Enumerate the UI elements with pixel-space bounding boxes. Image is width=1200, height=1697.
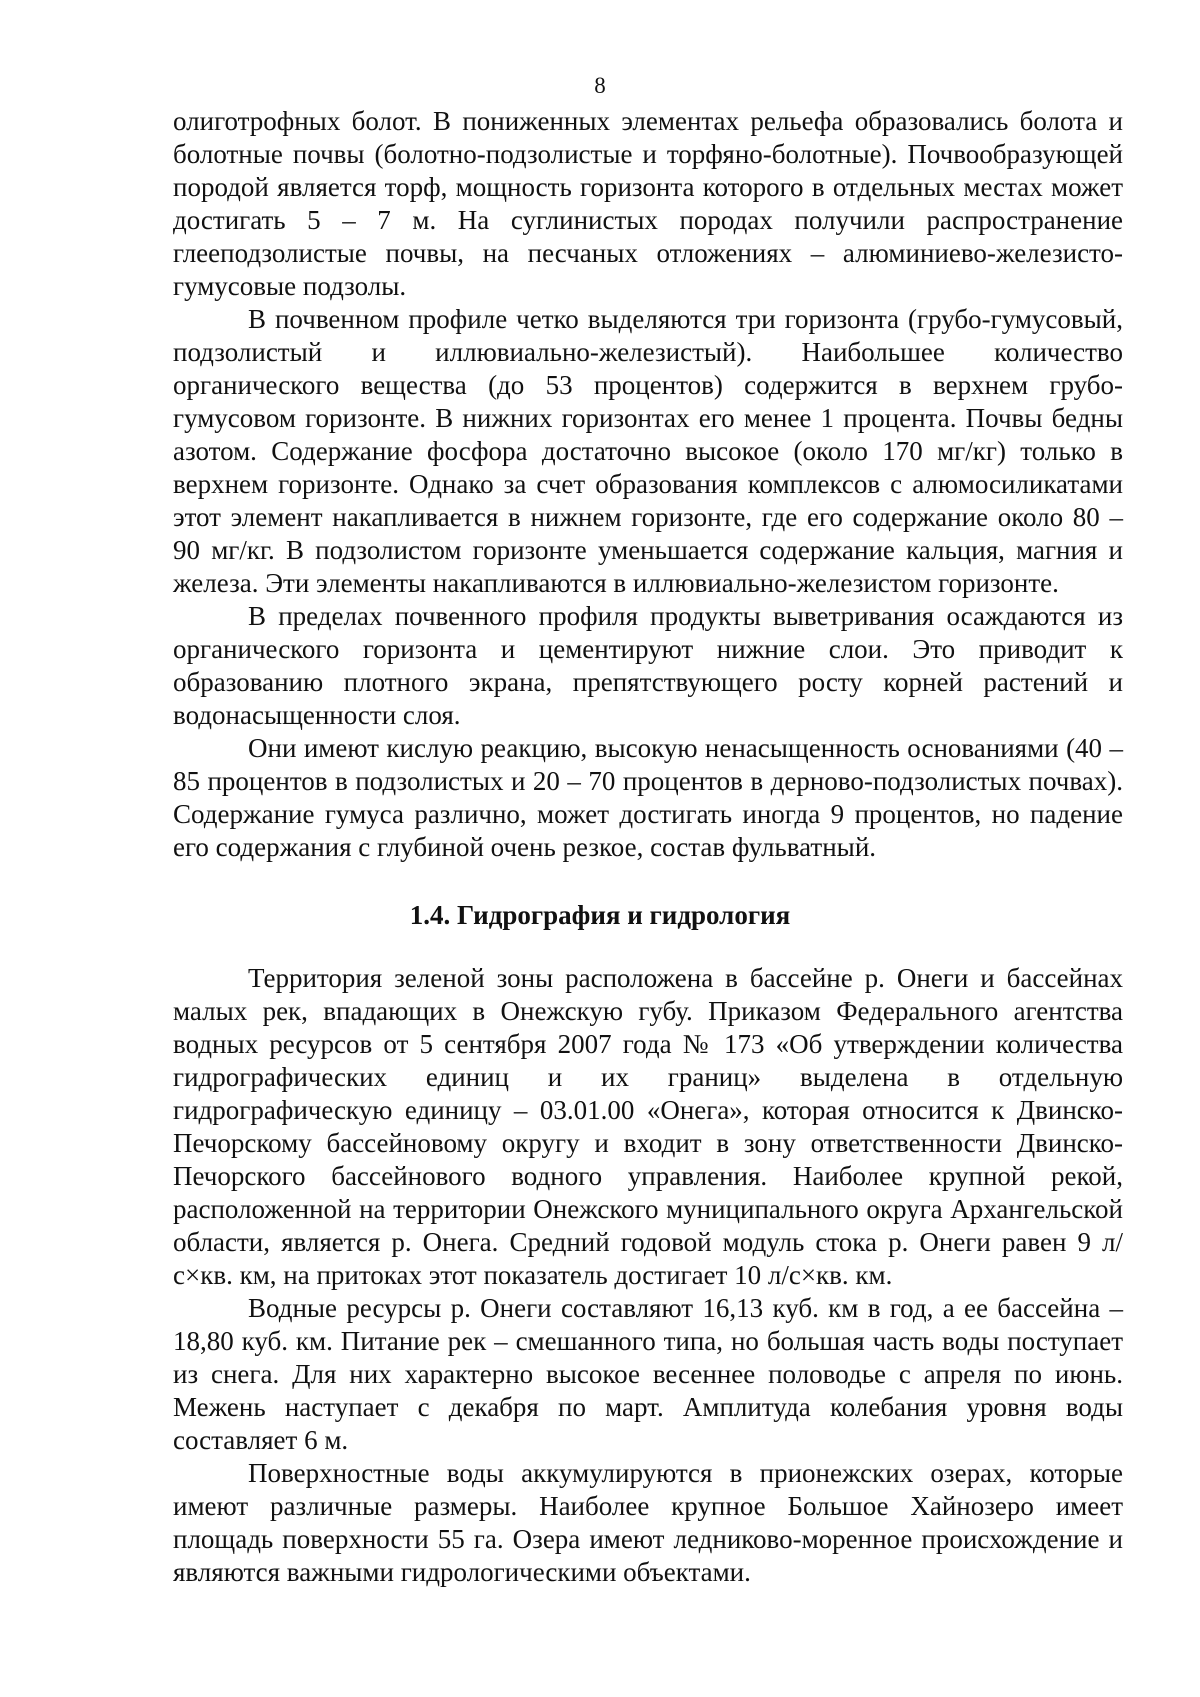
paragraph-water-resources: Водные ресурсы р. Онеги составляют 16,13 куб. км в год, а ее бассейна – 18,80 куб. км. Питание рек – смешанного типа, но большая часть воды поступает из снега. Для них характерно высокое весеннее половодье с апреля по июнь. Межень наступает с декабря по март. Амплитуда колебания уровня воды составляет 6 м. [173,1293,1123,1455]
paragraph-bogs: олиготрофных болот. В пониженных элементах рельефа образовались болота и болотные почвы (болотно-подзолистые и торфяно-болотные). Почвообразующей породой является торф, мощность горизонта которого в отдельных местах может достигать 5 – 7 м. На суглинистых породах получили распространение глееподзолистые почвы, на песчаных отложениях – алюминиево-железисто-гумусовые подзолы. [173,106,1123,301]
paragraph-weathering: В пределах почвенного профиля продукты выветривания осаждаются из органического горизонта и цементируют нижние слои. Это приводит к образованию плотного экрана, препятствующего росту корней растений и водонасыщенности слоя. [173,601,1123,730]
page-number: 8 [594,73,606,98]
soil-text-section [173,105,1123,864]
paragraph-territory: Территория зеленой зоны расположена в бассейне р. Онеги и бассейнах малых рек, впадающих в Онежскую губу. Приказом Федерального агентства водных ресурсов от 5 сентября 2007 года № 173 «Об утверждении количества гидрографических единиц и их границ» выделена в отдельную гидрографическую единицу – 03.01.00 «Онега», которая относится к Двинско-Печорскому бассейновому округу и входит в зону ответственности Двинско-Печорского бассейнового водного управления. Наиболее крупной рекой, расположенной на территории Онежского муниципального округа Архангельской области, является р. Онега. Средний годовой модуль стока р. Онеги равен 9 л/с×кв. км, на притоках этот показатель достигает 10 л/с×кв. км. [173,963,1123,1290]
paragraph-acidity: Они имеют кислую реакцию, высокую ненасыщенность основаниями (40 – 85 процентов в подзолистых и 20 – 70 процентов в дерново-подзолистых почвах). Содержание гумуса различно, может достигать иногда 9 процентов, но падение его содержания с глубиной очень резкое, состав фульватный. [173,733,1123,862]
hydrography-text-section [173,962,1123,1589]
section-heading: 1.4. Гидрография и гидрология [409,900,791,930]
paragraph-soil-profile: В почвенном профиле четко выделяются три горизонта (грубо-гумусовый, подзолистый и иллювиально-железистый). Наибольшее количество органического вещества (до 53 процентов) содержится в верхнем грубо-гумусовом горизонте. В нижних горизонтах его менее 1 процента. Почвы бедны азотом. Содержание фосфора достаточно высокое (около 170 мг/кг) только в верхнем горизонте. Однако за счет образования комплексов с алюмосиликатами этот элемент накапливается в нижнем горизонте, где его содержание около 80 – 90 мг/кг. В подзолистом горизонте уменьшается содержание кальция, магния и железа. Эти элементы накапливаются в иллювиально-железистом горизонте. [173,304,1123,598]
paragraph-lakes: Поверхностные воды аккумулируются в прионежских озерах, которые имеют различные размеры. Наиболее крупное Большое Хайнозеро имеет площадь поверхности 55 га. Озера имеют ледниково-моренное происхождение и являются важными гидрологическими объектами. [173,1458,1123,1587]
